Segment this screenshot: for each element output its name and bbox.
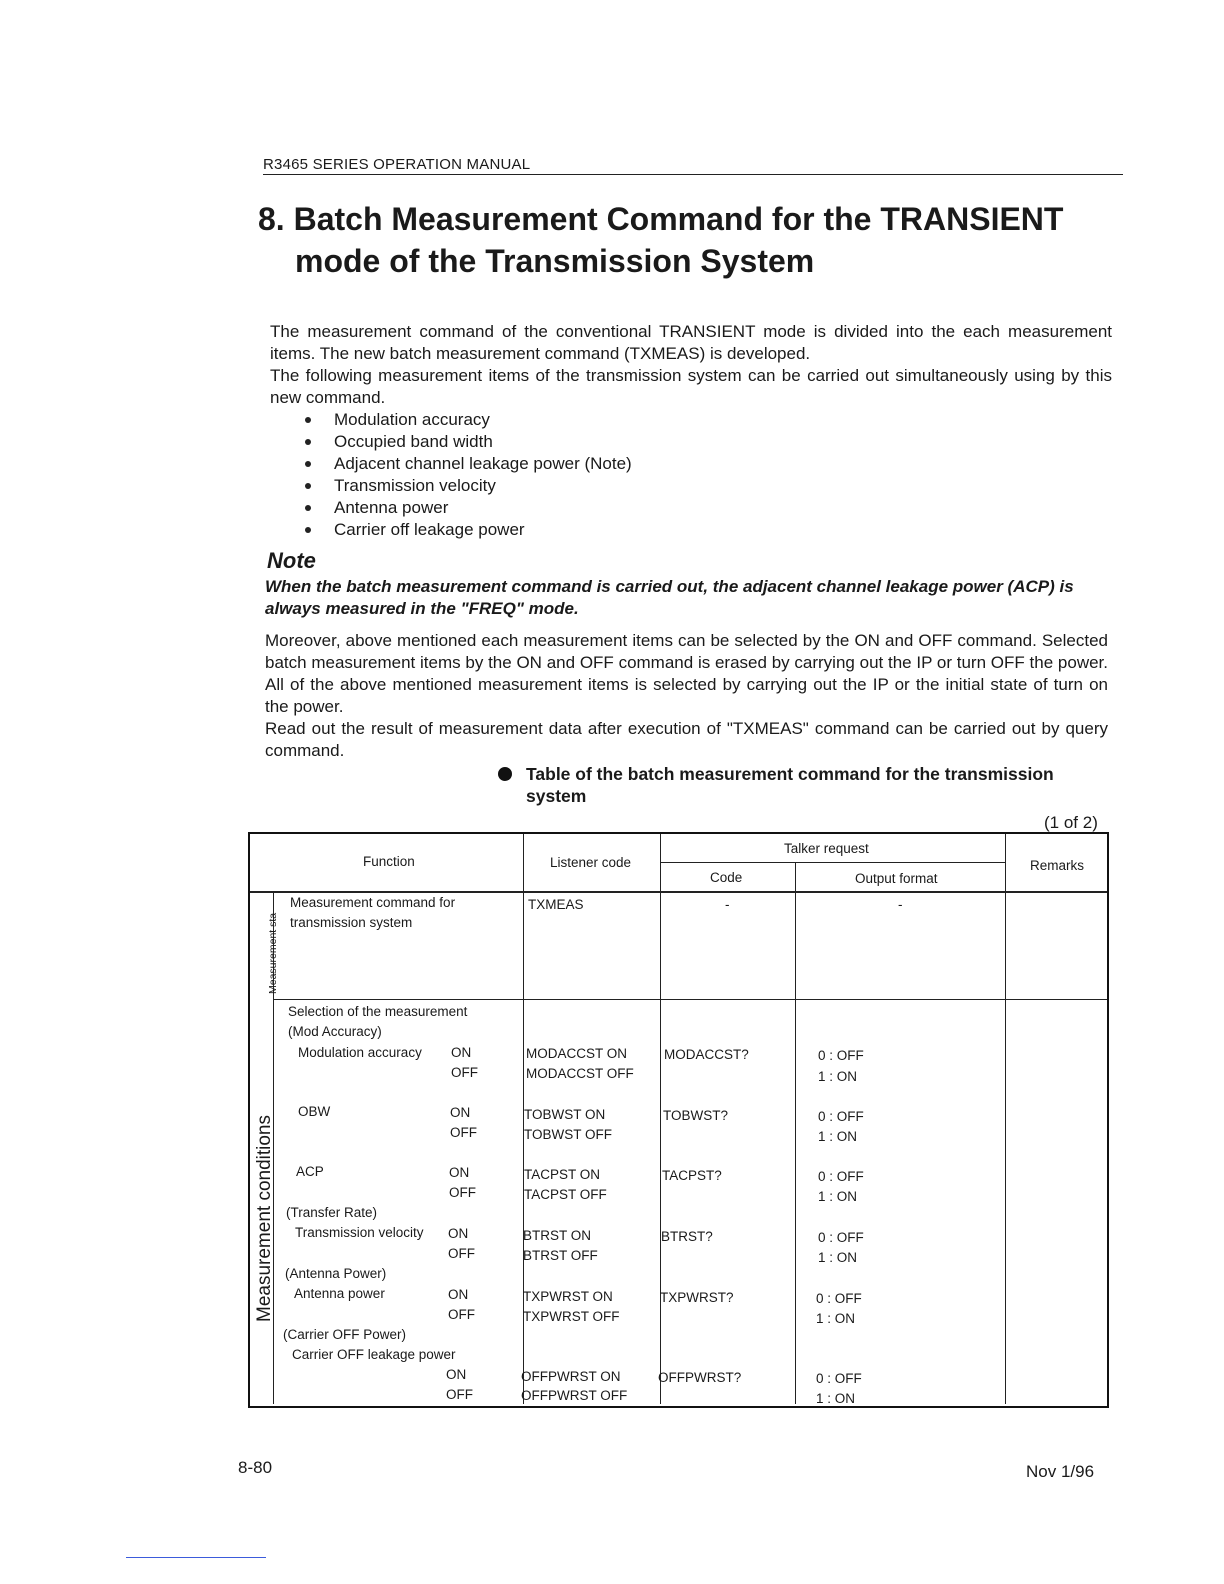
- item-on-command: BTRST ON: [523, 1228, 592, 1243]
- item-query: BTRST?: [661, 1229, 713, 1244]
- table-caption: [498, 763, 1106, 807]
- table-divider: [660, 834, 661, 1404]
- subhead-antenna-power: (Antenna Power): [285, 1266, 387, 1281]
- item-query: TACPST?: [662, 1168, 722, 1183]
- item-name: ACP: [296, 1164, 324, 1179]
- item-on-label: ON: [450, 1105, 471, 1120]
- list-item: Carrier off leakage power: [302, 519, 632, 541]
- item-on-label: ON: [446, 1367, 467, 1382]
- item-query: OFFPWRST?: [658, 1370, 742, 1385]
- body-text: [265, 630, 1108, 762]
- list-item: Transmission velocity: [302, 475, 632, 497]
- item-on-command: OFFPWRST ON: [521, 1369, 621, 1384]
- group-label-measurement-conditions: Measurement conditions: [254, 1115, 275, 1322]
- revision-date: Nov 1/96: [1026, 1462, 1095, 1481]
- manual-header: R3465 SERIES OPERATION MANUAL: [263, 156, 531, 173]
- table-caption-text: Table of the batch measurement command for the transmission system: [526, 764, 1054, 806]
- header-output-format: Output format: [855, 871, 938, 886]
- intro-paragraph-1: The measurement command of the conventional TRANSIENT mode is divided into the each measurement items. The new batch measurement command (TXMEAS) is developed.: [270, 322, 1112, 363]
- item-off-command: TACPST OFF: [524, 1187, 607, 1202]
- item-output-1: 1 : ON: [816, 1311, 856, 1326]
- item-off-command: OFFPWRST OFF: [521, 1388, 628, 1403]
- footer-rule: [126, 1557, 266, 1558]
- command-table: [248, 832, 1109, 1408]
- item-output-1: 1 : ON: [818, 1189, 858, 1204]
- item-query: TOBWST?: [663, 1108, 729, 1123]
- row1-code: -: [725, 897, 730, 912]
- subhead-carrier-off-power: (Carrier OFF Power): [283, 1327, 407, 1342]
- row1-function-line2: transmission system: [290, 915, 413, 930]
- item-on-label: ON: [448, 1287, 469, 1302]
- item-on-command: TXPWRST ON: [523, 1289, 613, 1304]
- note-body: When the batch measurement command is carried out, the adjacent channel leakage power (ACP) is always measured in the "FREQ" mode.: [265, 577, 1074, 618]
- row1-listener-code: TXMEAS: [528, 897, 584, 912]
- table-divider: [660, 862, 1005, 863]
- bullet-dot-icon: [498, 767, 512, 781]
- item-output-0: 0 : OFF: [818, 1169, 864, 1184]
- header-rule: [263, 174, 1123, 175]
- measurement-items-list: [302, 409, 632, 541]
- item-on-label: ON: [449, 1165, 470, 1180]
- item-on-command: TACPST ON: [524, 1167, 601, 1182]
- list-item: Modulation accuracy: [302, 409, 632, 431]
- item-name: Modulation accuracy: [298, 1045, 422, 1060]
- item-output-1: 1 : ON: [818, 1069, 858, 1084]
- item-output-0: 0 : OFF: [818, 1048, 864, 1063]
- item-name: Carrier OFF leakage power: [292, 1347, 456, 1362]
- header-remarks: Remarks: [1030, 858, 1085, 873]
- item-off-label: OFF: [446, 1387, 473, 1402]
- item-output-0: 0 : OFF: [818, 1230, 864, 1245]
- body-paragraph-2: Read out the result of measurement data after execution of "TXMEAS" command can be carried out by query command.: [265, 719, 1108, 760]
- row1-function-line1: Measurement command for: [290, 895, 456, 910]
- page-number: 8-80: [238, 1458, 273, 1477]
- item-off-label: OFF: [448, 1307, 475, 1322]
- item-output-0: 0 : OFF: [816, 1371, 862, 1386]
- item-output-0: 0 : OFF: [818, 1109, 864, 1124]
- header-function: Function: [363, 854, 415, 869]
- item-off-label: OFF: [448, 1246, 475, 1261]
- item-on-label: ON: [451, 1045, 472, 1060]
- list-item: Antenna power: [302, 497, 632, 519]
- item-off-label: OFF: [451, 1065, 478, 1080]
- item-query: MODACCST?: [664, 1047, 749, 1062]
- header-talker-request: Talker request: [784, 841, 869, 856]
- item-off-command: MODACCST OFF: [526, 1066, 634, 1081]
- item-off-command: TXPWRST OFF: [523, 1309, 620, 1324]
- intro-text: [270, 321, 1112, 409]
- body-paragraph-1: Moreover, above mentioned each measurement items can be selected by the ON and OFF command. Selected batch measurement items by the ON and OFF command is erased by carrying out the IP or turn OFF the power. All of the above mentioned measurement items is selected by carrying out the IP or the initial state of turn on the power.: [265, 631, 1108, 716]
- item-name: OBW: [298, 1104, 331, 1119]
- header-listener-code: Listener code: [550, 855, 632, 870]
- item-on-command: MODACCST ON: [526, 1046, 628, 1061]
- table-divider: [1005, 834, 1006, 1404]
- list-item: Adjacent channel leakage power (Note): [302, 453, 632, 475]
- selection-subheading: (Mod Accuracy): [288, 1024, 382, 1039]
- section-title-line2: mode of the Transmission System: [295, 243, 815, 279]
- header-code: Code: [710, 870, 743, 885]
- note-heading: Note: [267, 548, 316, 573]
- item-on-label: ON: [448, 1226, 469, 1241]
- item-on-command: TOBWST ON: [524, 1107, 606, 1122]
- list-item: Occupied band width: [302, 431, 632, 453]
- item-output-1: 1 : ON: [816, 1391, 856, 1406]
- item-output-1: 1 : ON: [818, 1250, 858, 1265]
- section-title-line1: 8. Batch Measurement Command for the TRANSIENT: [258, 201, 1064, 237]
- table-divider: [273, 999, 1107, 1000]
- item-name: Transmission velocity: [295, 1225, 424, 1240]
- selection-heading: Selection of the measurement: [288, 1004, 468, 1019]
- intro-paragraph-2: The following measurement items of the transmission system can be carried out simultaneously using by this new command.: [270, 366, 1112, 407]
- group-label-measurement-start: Measurement sta: [267, 912, 279, 994]
- item-off-command: TOBWST OFF: [524, 1127, 613, 1142]
- item-query: TXPWRST?: [660, 1290, 734, 1305]
- section-title: [258, 198, 1063, 282]
- table-divider: [795, 862, 796, 1404]
- item-output-1: 1 : ON: [818, 1129, 858, 1144]
- item-name: Antenna power: [294, 1286, 385, 1301]
- item-off-label: OFF: [449, 1185, 476, 1200]
- row1-output: -: [898, 897, 903, 912]
- item-off-label: OFF: [450, 1125, 477, 1140]
- subhead-transfer-rate: (Transfer Rate): [286, 1205, 378, 1220]
- item-off-command: BTRST OFF: [523, 1248, 598, 1263]
- table-page-indicator: (1 of 2): [1044, 813, 1098, 832]
- item-output-0: 0 : OFF: [816, 1291, 862, 1306]
